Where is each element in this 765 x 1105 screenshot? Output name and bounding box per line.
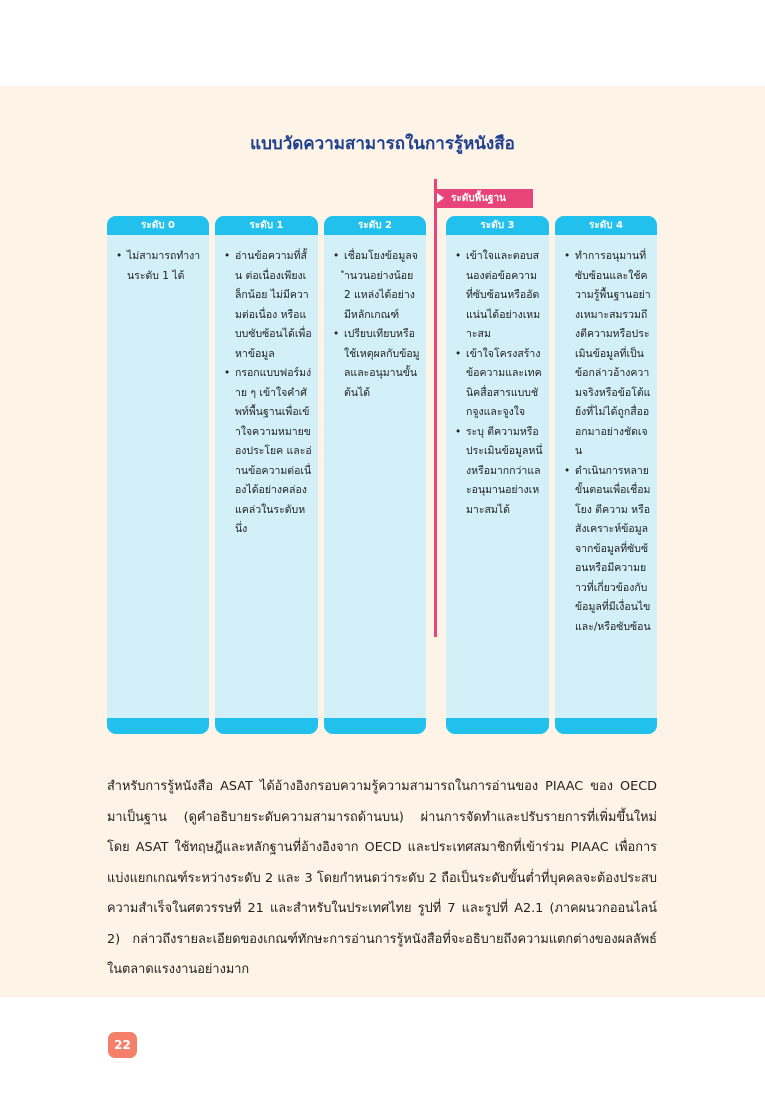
level-4-list — [563, 247, 651, 637]
level-2-column — [324, 216, 426, 734]
level-1-list — [223, 247, 312, 540]
level-1-header: ระดับ 1 — [215, 216, 318, 235]
level-4-item: • ทำการอนุมานที่ซับซ้อนและใช้ความรู้พื้นฐานอย่างเหมาะสมรวมถึงตีความหรือประเมินข้อมูลที่เป็นข้อกล่าวอ้างความจริงหรือข้อโต้แย้งที่ไม่ได้ถูกสื่อออกมาอย่างชัดเจน — [563, 247, 651, 462]
level-3-item: • ระบุ ตีความหรือประเมินข้อมูลหนึ่งหรือมากกว่าและอนุมานอย่างเหมาะสมได้ — [454, 423, 543, 521]
level-2-header: ระดับ 2 — [324, 216, 426, 235]
baseline-arrow-icon — [437, 193, 444, 203]
level-2-item: • เชื่อมโยงข้อมูลจำนวนอย่างน้อย 2 แหล่งได้อย่างมีหลักเกณฑ์ — [332, 247, 420, 325]
level-4-header: ระดับ 4 — [555, 216, 657, 235]
level-3-footer — [446, 718, 549, 734]
level-3-header: ระดับ 3 — [446, 216, 549, 235]
level-0-item: • ไม่สามารถทำงานระดับ 1 ได้ — [115, 247, 203, 286]
level-0-list — [115, 247, 203, 286]
level-3-item: • เข้าใจและตอบสนองต่อข้อความที่ซับซ้อนหรืออัดแน่นได้อย่างเหมาะสม — [454, 247, 543, 345]
level-0-footer — [107, 718, 209, 734]
page-number-badge: 22 — [108, 1032, 137, 1058]
figure-title: แบบวัดความสามารถในการรู้หนังสือ — [250, 134, 515, 154]
level-4-column — [555, 216, 657, 734]
level-3-column — [446, 216, 549, 734]
level-1-item: • อ่านข้อความที่สั้น ต่อเนื่องเพียงเล็กน้อย ไม่มีความต่อเนื่อง หรือแบบซับซ้อนได้เพื่อหาข้อมูล — [223, 247, 312, 364]
level-4-footer — [555, 718, 657, 734]
level-4-item: • ดำเนินการหลายขั้นตอนเพื่อเชื่อมโยง ตีความ หรือสังเคราะห์ข้อมูลจากข้อมูลที่ซับซ้อนหรือมีความยาวที่เกี่ยวข้องกับข้อมูลที่มีเงื่อนไขและ/หรือซับซ้อน — [563, 462, 651, 638]
level-1-column — [215, 216, 318, 734]
baseline-label: ระดับพื้นฐาน — [437, 189, 533, 208]
baseline-divider — [434, 179, 437, 637]
level-1-footer — [215, 718, 318, 734]
level-2-item: • เปรียบเทียบหรือใช้เหตุผลกับข้อมูลและอนุมานขั้นต้นได้ — [332, 325, 420, 403]
level-2-list — [332, 247, 420, 403]
level-1-item: • กรอกแบบฟอร์มง่าย ๆ เข้าใจคำศัพท์พื้นฐานเพื่อเข้าใจความหมายของประโยค และอ่านข้อความต่อเนื่องได้อย่างคล่องแคล่วในระดับหนึ่ง — [223, 364, 312, 540]
level-0-column — [107, 216, 209, 734]
level-3-list — [454, 247, 543, 520]
level-2-footer — [324, 718, 426, 734]
level-0-header: ระดับ 0 — [107, 216, 209, 235]
body-paragraph: สำหรับการรู้หนังสือ ASAT ได้อ้างอิงกรอบความรู้ความสามารถในการอ่านของ PIAAC ของ OECD มาเป็นฐาน (ดูคำอธิบายระดับความสามารถด้านบน) ผ่านการจัดทำและปรับรายการที่เพิ่มขึ้นใหม่ โดย ASAT ใช้ทฤษฎีและหลักฐานที่อ้างอิงจาก OECD และประเทศสมาชิกที่เข้าร่วม PIAAC เพื่อการแบ่งแยกเกณฑ์ระหว่างระดับ 2 และ 3 โดยกำหนดว่าระดับ 2 ถือเป็นระดับขั้นต่ำที่บุคคลจะต้องประสบความสำเร็จในศตวรรษที่ 21 และสำหรับในประเทศไทย รูปที่ 7 และรูปที่ A2.1 (ภาคผนวกออนไลน์ 2) กล่าวถึงรายละเอียดของเกณฑ์ทักษะการอ่านการรู้หนังสือที่จะอธิบายถึงความแตกต่างของผลลัพธ์ในตลาดแรงงานอย่างมาก — [107, 779, 657, 977]
level-3-item: • เข้าใจโครงสร้างข้อความและเทคนิคสื่อสารแบบชักจูงและจูงใจ — [454, 345, 543, 423]
